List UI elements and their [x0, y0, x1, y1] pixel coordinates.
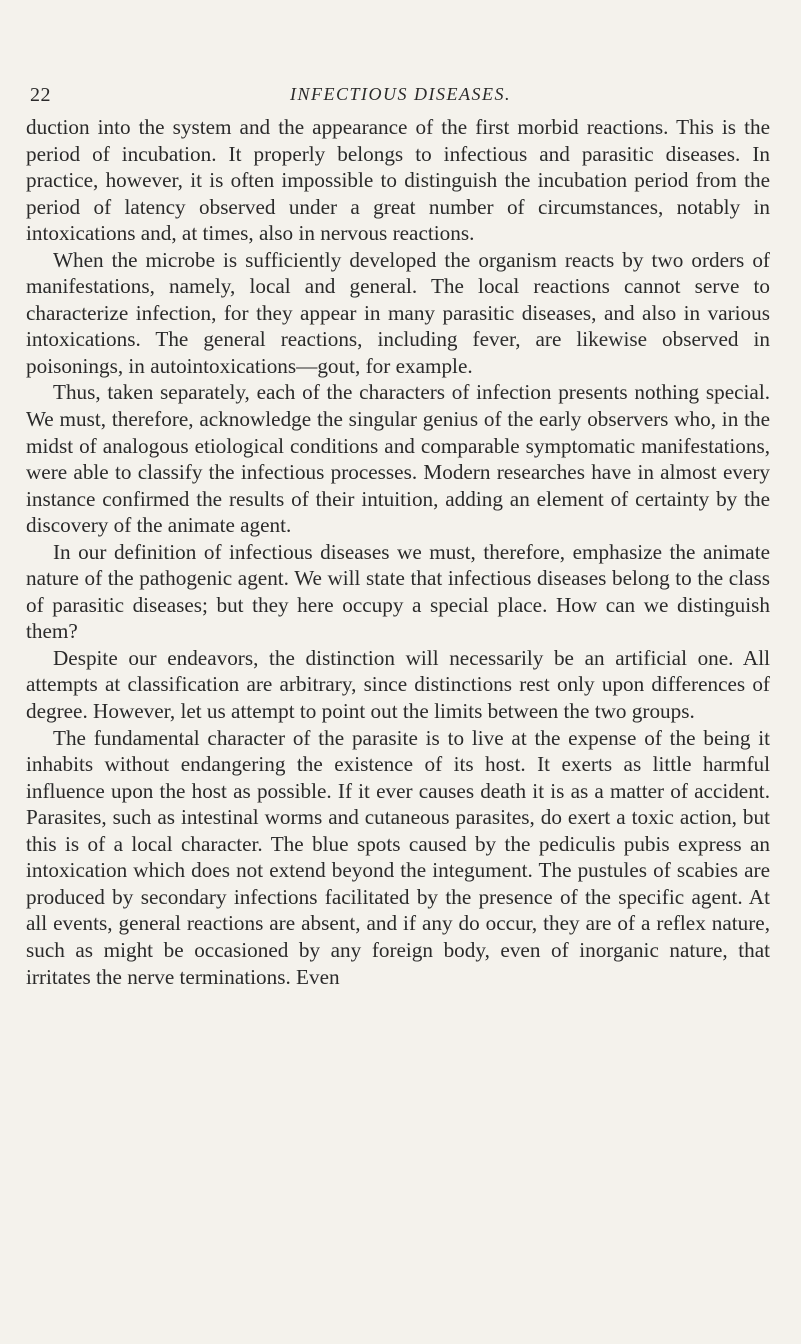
paragraph: In our definition of infectious diseases we must, therefore, emphasize the animate nature of the pathogenic agent. We will state that infectious diseases belong to the class of parasitic diseases; but they here occupy a special place. How can we distinguish them? [26, 539, 770, 644]
paragraph: Despite our endeavors, the distinction will necessarily be an artificial one. All attempts at classification are arbitrary, since distinctions rest only upon differences of degree. However, let us attempt to point out the limits between the two groups. [26, 645, 770, 724]
body-text [26, 114, 770, 990]
paragraph: Thus, taken separately, each of the characters of infection presents nothing special. We must, therefore, acknowledge the singular genius of the early observers who, in the midst of analogous etiological conditions and comparable symptomatic manifestations, were able to classify the infectious processes. Modern researches have in almost every instance confirmed the results of their intuition, adding an element of certainty by the discovery of the animate agent. [26, 380, 770, 538]
paragraph: The fundamental character of the parasite is to live at the expense of the being it inhabits without endangering the existence of its host. It exerts as little harmful influence upon the host as possible. If it ever causes death it is as a matter of accident. Parasites, such as intestinal worms and cutaneous parasites, do exert a toxic action, but this is of a local character. The blue spots caused by the pediculis pubis express an intoxication which does not extend beyond the integument. The pustules of scabies are produced by secondary infections facilitated by the presence of the specific agent. At all events, general reactions are absent, and if any do occur, they are of a reflex nature, such as might be occasioned by any foreign body, even of inorganic nature, that irritates the nerve terminations. Even [26, 725, 770, 989]
paragraph-continuation: duction into the system and the appearance of the first morbid reactions. This is the period of incubation. It properly belongs to infectious and parasitic diseases. In practice, however, it is often impossible to distinguish the incubation period from the period of latency observed under a great number of circumstances, notably in intoxications and, at times, also in nervous reactions. [26, 115, 770, 246]
chapter-title: INFECTIOUS DISEASES. [290, 84, 511, 104]
paragraph: When the microbe is sufficiently developed the organism reacts by two orders of manifestations, namely, local and general. The local reactions cannot serve to characterize infection, for they appear in many parasitic diseases, and also in various intoxications. The general reactions, including fever, are likewise observed in poisonings, in autointoxications—gout, for example. [26, 247, 770, 378]
running-head [30, 84, 771, 112]
page-number: 22 [30, 84, 51, 106]
